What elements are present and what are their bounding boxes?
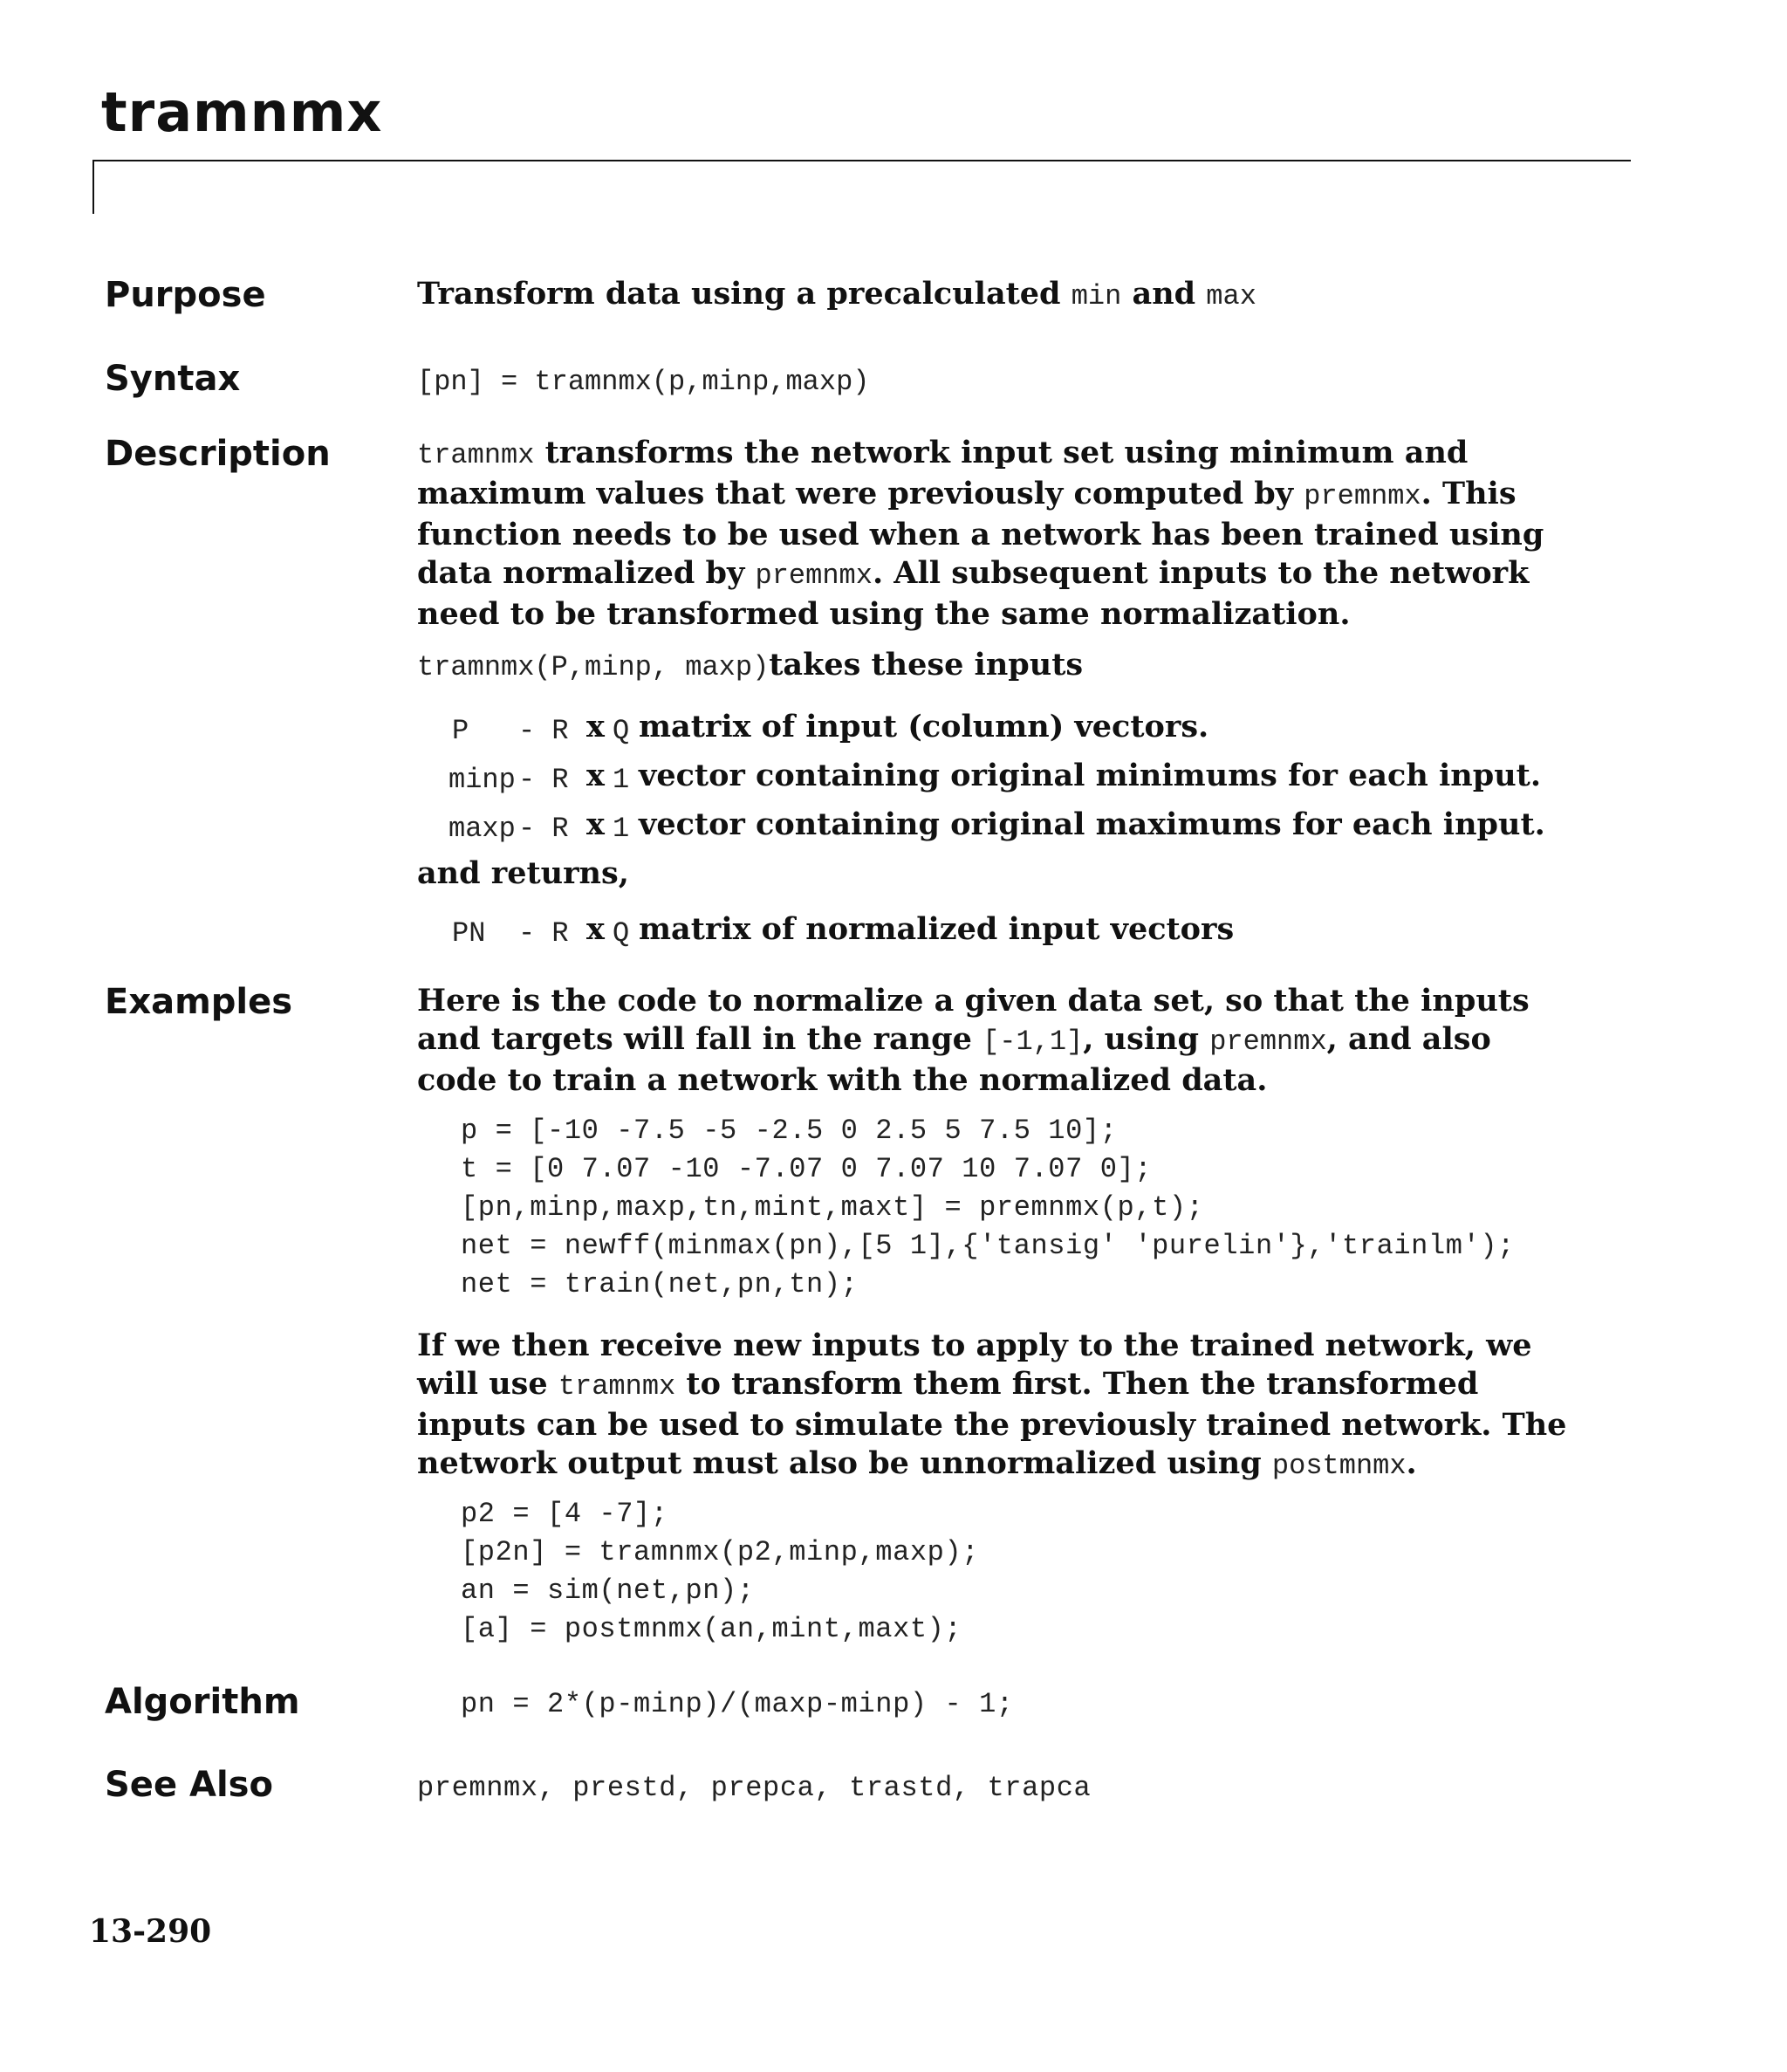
code-line: [p2n] = tramnmx(p2,minp,maxp); — [461, 1536, 980, 1568]
input-maxp-desc: vector containing original maximums for each input. — [639, 806, 1545, 842]
description-label: Description — [105, 434, 331, 474]
examples-label: Examples — [105, 982, 293, 1022]
input-p-dash: - R — [518, 715, 569, 747]
and-returns: and returns, — [417, 855, 629, 891]
examples-paragraph-1: Here is the code to normalize a given data set, so that the inputs and targets will fall in the range [-1,1], using premnmx, and also code to train a network with the normalized data. — [417, 983, 1530, 1098]
input-p-desc: matrix of input (column) vectors. — [639, 709, 1209, 744]
output-pn-name: PN — [452, 917, 486, 950]
input-maxp-dash: - R — [518, 813, 569, 845]
input-maxp-x: x — [586, 806, 605, 842]
input-maxp-name: maxp — [448, 813, 516, 845]
code-line: net = train(net,pn,tn); — [461, 1268, 859, 1300]
code-line: [a] = postmnmx(an,mint,maxt); — [461, 1613, 962, 1645]
syntax-code: [pn] = tramnmx(p,minp,maxp) — [417, 366, 870, 398]
input-minp-dim: 1 — [613, 764, 630, 796]
see-also-label: See Also — [105, 1765, 273, 1805]
input-minp-x: x — [586, 758, 605, 793]
input-minp-dash: - R — [518, 764, 569, 796]
output-pn-dash: - R — [518, 917, 569, 950]
input-p-x: x — [586, 709, 605, 744]
algorithm-label: Algorithm — [105, 1682, 300, 1722]
description-paragraph: tramnmx transforms the network input set using minimum and maximum values that were previously computed by premnmx. This function needs to be used when a network has been trained using data normalized by premnmx. All subsequent inputs to the network need to be transformed using the same normalization. — [417, 435, 1544, 632]
code-line: net = newff(minmax(pn),[5 1],{'tansig' 'purelin'},'trainlm'); — [461, 1230, 1515, 1262]
input-p-name: P — [452, 715, 469, 747]
syntax-label: Syntax — [105, 359, 241, 399]
input-maxp-dim: 1 — [613, 813, 630, 845]
page-title: tramnmx — [101, 80, 383, 144]
input-p-dim: Q — [613, 715, 630, 747]
page-number: 13-290 — [89, 1913, 212, 1950]
code-line: p2 = [4 -7]; — [461, 1498, 668, 1530]
takes-inputs-line: tramnmx(P,minp, maxp)takes these inputs — [417, 647, 1084, 683]
code-line: t = [0 7.07 -10 -7.07 0 7.07 10 7.07 0]; — [461, 1153, 1153, 1185]
title-rule-horizontal — [92, 160, 1631, 161]
output-pn-x: x — [586, 911, 605, 947]
code-line: [pn,minp,maxp,tn,mint,maxt] = premnmx(p,t); — [461, 1191, 1204, 1224]
output-pn-dim: Q — [613, 917, 630, 950]
title-rule-vertical — [92, 160, 94, 214]
see-also-links: premnmx, prestd, prepca, trastd, trapca — [417, 1772, 1092, 1804]
code-line: an = sim(net,pn); — [461, 1575, 755, 1607]
code-line: p = [-10 -7.5 -5 -2.5 0 2.5 5 7.5 10]; — [461, 1115, 1118, 1147]
input-minp-desc: vector containing original minimums for each input. — [639, 758, 1542, 793]
output-pn-desc: matrix of normalized input vectors — [639, 911, 1235, 947]
purpose-text: Transform data using a precalculated min and max — [417, 276, 1256, 312]
examples-paragraph-2: If we then receive new inputs to apply to the trained network, we will use tramnmx to transform them first. Then the transformed inputs can be used to simulate the previously trained network. The network output must also be unnormalized using postmnmx. — [417, 1328, 1567, 1482]
purpose-label: Purpose — [105, 275, 266, 315]
algorithm-code: pn = 2*(p-minp)/(maxp-minp) - 1; — [461, 1688, 1014, 1720]
input-minp-name: minp — [448, 764, 516, 796]
